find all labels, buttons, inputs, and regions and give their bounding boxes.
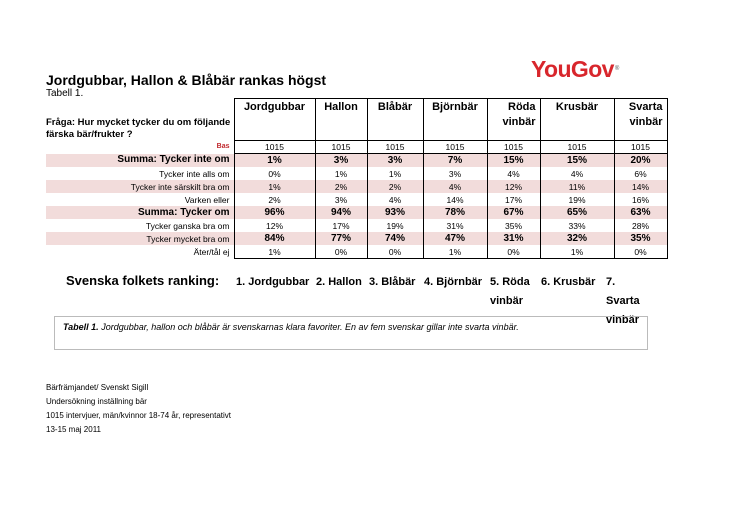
footer-line: Undersökning inställning bär [46, 397, 147, 406]
table-cell: 0% [234, 167, 315, 180]
ranking-item: 7. Svarta vinbär [606, 276, 640, 326]
row-label: Summa: Tycker om [46, 206, 234, 219]
table-cell: 3% [423, 167, 487, 180]
table-cell: 0% [367, 245, 423, 259]
table-row [46, 219, 667, 232]
table-cell: 2% [315, 180, 367, 193]
table-cell: 15% [540, 154, 614, 168]
table-cell: 6% [614, 167, 667, 180]
table-cell: 4% [367, 193, 423, 206]
table-cell: 63% [614, 206, 667, 219]
table-cell: 7% [423, 154, 487, 168]
table-subtitle: Tabell 1. [46, 88, 84, 99]
table-cell: 0% [614, 245, 667, 259]
table-cell: 65% [540, 206, 614, 219]
footer-line: 13-15 maj 2011 [46, 425, 101, 434]
table-cell: 19% [367, 219, 423, 232]
table-cell: 1015 [234, 141, 315, 154]
column-header: Björnbär [423, 99, 487, 141]
table-cell: 77% [315, 232, 367, 245]
table-cell: 4% [487, 167, 540, 180]
table-cell: 1015 [540, 141, 614, 154]
table-cell: 12% [487, 180, 540, 193]
table-cell: 1% [234, 154, 315, 168]
table-cell: 35% [487, 219, 540, 232]
table-cell: 16% [614, 193, 667, 206]
ranking-item: 6. Krusbär [541, 276, 596, 288]
row-label: Tycker inte alls om [159, 168, 230, 179]
column-header: Svarta vinbär [614, 99, 667, 141]
table-cell: 14% [423, 193, 487, 206]
row-label: Tycker inte särskilt bra om [46, 180, 234, 193]
ranking-item: 5. Röda vinbär [490, 276, 530, 307]
table-row [46, 245, 667, 259]
row-label: Tycker mycket bra om [46, 232, 234, 245]
table-cell: 1% [234, 180, 315, 193]
table-row [46, 154, 667, 168]
table-row [46, 167, 667, 180]
table-cell: 19% [540, 193, 614, 206]
document-title: Jordgubbar, Hallon & Blåbär rankas högst [46, 72, 327, 88]
table-cell: 2% [234, 193, 315, 206]
table-cell: 0% [315, 245, 367, 259]
table-cell: 31% [423, 219, 487, 232]
table-row [46, 180, 667, 193]
table-cell: 1015 [315, 141, 367, 154]
column-header: Röda vinbär [487, 99, 540, 141]
ranking-item: 3. Blåbär [369, 276, 416, 288]
table-cell: 1015 [487, 141, 540, 154]
table-cell: 1015 [423, 141, 487, 154]
table-cell: 17% [315, 219, 367, 232]
table-cell: 1% [367, 167, 423, 180]
table-cell: 4% [540, 167, 614, 180]
survey-question: Fråga: Hur mycket tycker du om följande färska bär/frukter ? [46, 117, 231, 140]
table-cell: 35% [614, 232, 667, 245]
column-header: Jordgubbar [234, 99, 315, 141]
bas-row [46, 141, 667, 154]
column-header: Krusbär [540, 99, 614, 141]
table-cell: 96% [234, 206, 315, 219]
table-cell: 78% [423, 206, 487, 219]
table-row [46, 206, 667, 219]
bas-label: Bas [216, 143, 230, 150]
table-cell: 1% [540, 245, 614, 259]
caption-label: Tabell 1. [63, 322, 99, 332]
table-cell: 17% [487, 193, 540, 206]
table-cell: 47% [423, 232, 487, 245]
ranking-item: 4. Björnbär [424, 276, 483, 288]
footer-line: Bärfrämjandet/ Svenskt Sigill [46, 383, 149, 392]
column-header: Blåbär [367, 99, 423, 141]
table-cell: 2% [367, 180, 423, 193]
row-label: Varken eller [184, 194, 230, 205]
table-cell: 0% [487, 245, 540, 259]
column-header: Hallon [315, 99, 367, 141]
table-cell: 14% [614, 180, 667, 193]
table-row [46, 193, 667, 206]
table-cell: 3% [315, 154, 367, 168]
row-label: Summa: Tycker inte om [46, 154, 234, 168]
table-cell: 1% [234, 245, 315, 259]
row-label: Tycker ganska bra om [145, 220, 230, 231]
table-cell: 28% [614, 219, 667, 232]
table-cell: 94% [315, 206, 367, 219]
ranking-title: Svenska folkets ranking: [66, 273, 220, 288]
table-cell: 3% [367, 154, 423, 168]
table-cell: 4% [423, 180, 487, 193]
table-cell: 1% [315, 167, 367, 180]
table-cell: 1% [423, 245, 487, 259]
row-label: Äter/tål ej [193, 246, 230, 257]
table-cell: 93% [367, 206, 423, 219]
table-cell: 1015 [614, 141, 667, 154]
table-cell: 15% [487, 154, 540, 168]
table-cell: 32% [540, 232, 614, 245]
table-cell: 20% [614, 154, 667, 168]
caption-text: Jordgubbar, hallon och blåbär är svenskarnas klara favoriter. En av fem svenskar gillar inte svarta vinbär. [101, 322, 519, 332]
table-cell: 84% [234, 232, 315, 245]
table-cell: 67% [487, 206, 540, 219]
table-cell: 3% [315, 193, 367, 206]
table-row [46, 232, 667, 245]
table-cell: 1015 [367, 141, 423, 154]
table-cell: 31% [487, 232, 540, 245]
yougov-logo: YouGov® [531, 56, 619, 82]
table-cell: 12% [234, 219, 315, 232]
table-cell: 74% [367, 232, 423, 245]
ranking-item: 2. Hallon [316, 276, 362, 288]
ranking-item: 1. Jordgubbar [236, 276, 310, 288]
table-caption [54, 316, 648, 350]
table-cell: 11% [540, 180, 614, 193]
table-cell: 33% [540, 219, 614, 232]
footer-line: 1015 intervjuer, män/kvinnor 18-74 år, representativt [46, 411, 231, 420]
